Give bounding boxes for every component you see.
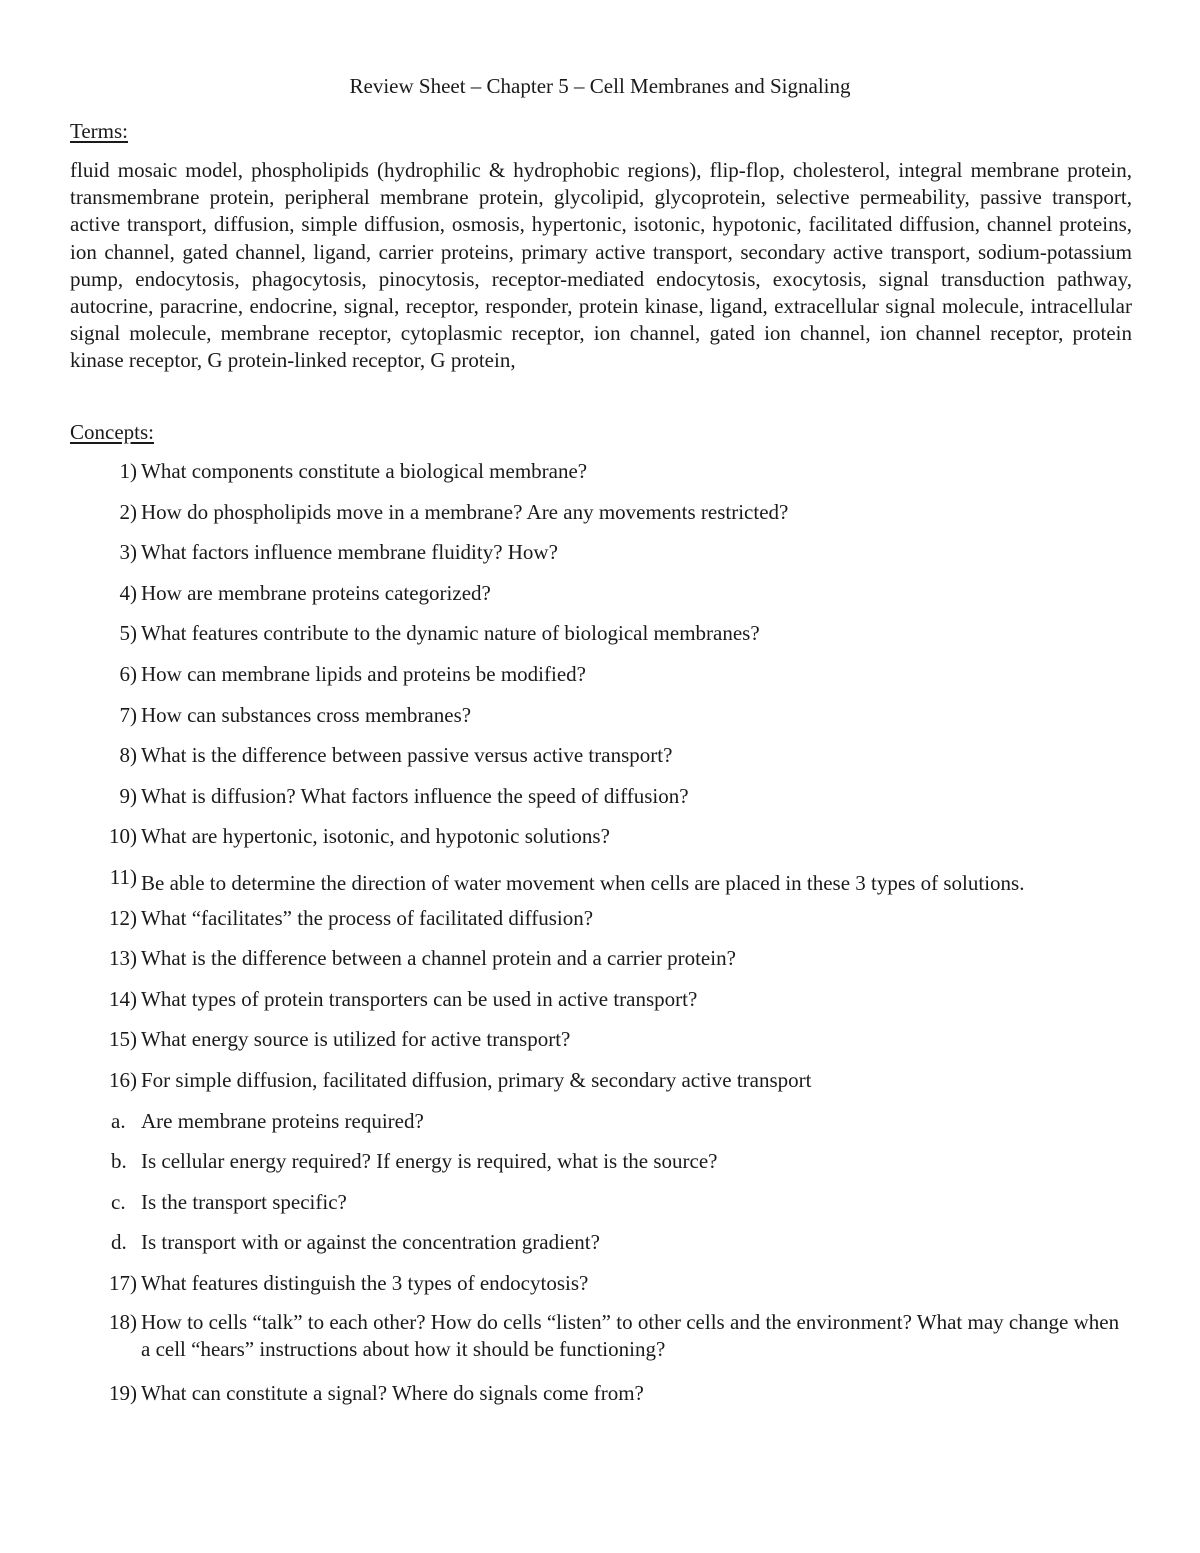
concept-text: Be able to determine the direction of water movement when cells are placed in these 3 types of solutions. [141, 870, 1025, 895]
concept-text: What components constitute a biological membrane? [141, 459, 588, 483]
concept-text: What is the difference between passive versus active transport? [141, 743, 673, 768]
concept-number: 11) [109, 864, 137, 889]
concept-text: How are membrane proteins categorized? [141, 580, 491, 605]
concept-number: 2) [119, 499, 137, 524]
concept-item [0, 457, 1121, 485]
sub-question-text: Is cellular energy required? If energy is required, what is the source? [141, 1149, 718, 1174]
concept-item [0, 1269, 1121, 1297]
concept-number: 3) [119, 540, 137, 565]
concept-item [0, 1379, 1121, 1407]
concept-text: How can membrane lipids and proteins be modified? [141, 661, 586, 686]
concept-item [0, 782, 1121, 810]
sub-question-item [71, 1147, 1121, 1175]
concept-item [0, 985, 1121, 1013]
concept-text: What features distinguish the 3 types of endocytosis? [141, 1270, 589, 1295]
terms-paragraph: fluid mosaic model, phospholipids (hydrophilic & hydrophobic regions), flip-flop, cholesterol, integral membrane protein, transmembrane protein, peripheral membrane protein, glycolipid, glycoprotein, selective permeability, passive transport, active transport, diffusion, simple diffusion, osmosis, hypertonic, isotonic, hypotonic, facilitated diffusion, channel proteins, ion channel, gated channel, ligand, carrier proteins, primary active transport, secondary active transport, sodium-potassium pump, endocytosis, phagocytosis, pinocytosis, receptor-mediated endocytosis, exocytosis, signal transduction pathway, autocrine, paracrine, endocrine, signal, receptor, responder, protein kinase, ligand, extracellular signal molecule, intracellular signal molecule, membrane receptor, cytoplasmic receptor, ion channel, gated ion channel, ion channel receptor, protein kinase receptor, G protein-linked receptor, G protein, [70, 158, 1132, 373]
concept-text: What types of protein transporters can be used in active transport? [141, 986, 698, 1011]
sub-question-text: Are membrane proteins required? [141, 1108, 424, 1133]
sub-question-text: Is transport with or against the concentration gradient? [141, 1230, 600, 1255]
concept-item [0, 498, 1121, 526]
concept-item [0, 741, 1121, 769]
sub-question-item [71, 1188, 1121, 1216]
concept-text: What features contribute to the dynamic nature of biological membranes? [141, 621, 760, 646]
sub-question-item [71, 1228, 1121, 1256]
sub-question-letter: c. [111, 1189, 126, 1214]
concepts-heading: Concepts: [70, 420, 154, 444]
concept-text: What factors influence membrane fluidity? How? [141, 540, 558, 565]
sub-question-letter: b. [111, 1149, 127, 1174]
concept-item [0, 1025, 1121, 1053]
concept-number: 15) [109, 1027, 137, 1052]
concepts-list [0, 457, 1200, 1420]
sub-question-letter: a. [111, 1108, 126, 1133]
concept-number: 16) [109, 1067, 137, 1092]
concept-number: 5) [119, 621, 137, 646]
concept-text: What is diffusion? What factors influence the speed of diffusion? [141, 783, 689, 808]
concept-number: 7) [119, 702, 137, 727]
sub-question-list [111, 1107, 1121, 1257]
concept-number: 9) [119, 783, 137, 808]
sub-question-letter: d. [111, 1230, 127, 1255]
concept-item [0, 944, 1121, 972]
sub-question-item [71, 1107, 1121, 1135]
sub-question-text: Is the transport specific? [141, 1189, 347, 1214]
concept-number: 8) [119, 743, 137, 768]
concept-item [0, 579, 1121, 607]
concept-number: 12) [109, 905, 137, 930]
concept-item [0, 619, 1121, 647]
concept-text: How to cells “talk” to each other? How do cells “listen” to other cells and the environment? What may change when a cell “hears” instructions about how it should be functioning? [141, 1310, 1120, 1362]
concept-item [0, 863, 1121, 904]
concept-item [0, 701, 1121, 729]
concept-item [0, 538, 1121, 566]
concept-item [0, 660, 1121, 688]
concept-number: 19) [109, 1381, 137, 1406]
terms-heading: Terms: [70, 119, 129, 143]
concept-text: How do phospholipids move in a membrane? Are any movements restricted? [141, 499, 789, 524]
concept-item [0, 822, 1121, 850]
concept-number: 6) [119, 661, 137, 686]
concept-number: 17) [109, 1270, 137, 1295]
concept-text: What energy source is utilized for active transport? [141, 1027, 571, 1052]
concept-text: What are hypertonic, isotonic, and hypotonic solutions? [141, 824, 610, 849]
concept-number: 10) [109, 824, 137, 849]
page-title: Review Sheet – Chapter 5 – Cell Membranes and Signaling [349, 74, 851, 98]
concept-item [0, 904, 1121, 932]
concept-text: What is the difference between a channel protein and a carrier protein? [141, 946, 736, 971]
concept-number: 4) [119, 580, 137, 605]
concept-number: 13) [109, 946, 137, 971]
concept-text: What “facilitates” the process of facilitated diffusion? [141, 905, 594, 930]
concept-text: For simple diffusion, facilitated diffusion, primary & secondary active transport [141, 1067, 812, 1092]
concept-item [0, 1066, 1121, 1256]
concept-text: What can constitute a signal? Where do signals come from? [141, 1381, 644, 1406]
concept-number: 18) [109, 1310, 137, 1335]
concept-number: 14) [109, 986, 137, 1011]
concept-item [0, 1309, 1121, 1363]
concept-number: 1) [119, 459, 137, 483]
concept-text: How can substances cross membranes? [141, 702, 472, 727]
